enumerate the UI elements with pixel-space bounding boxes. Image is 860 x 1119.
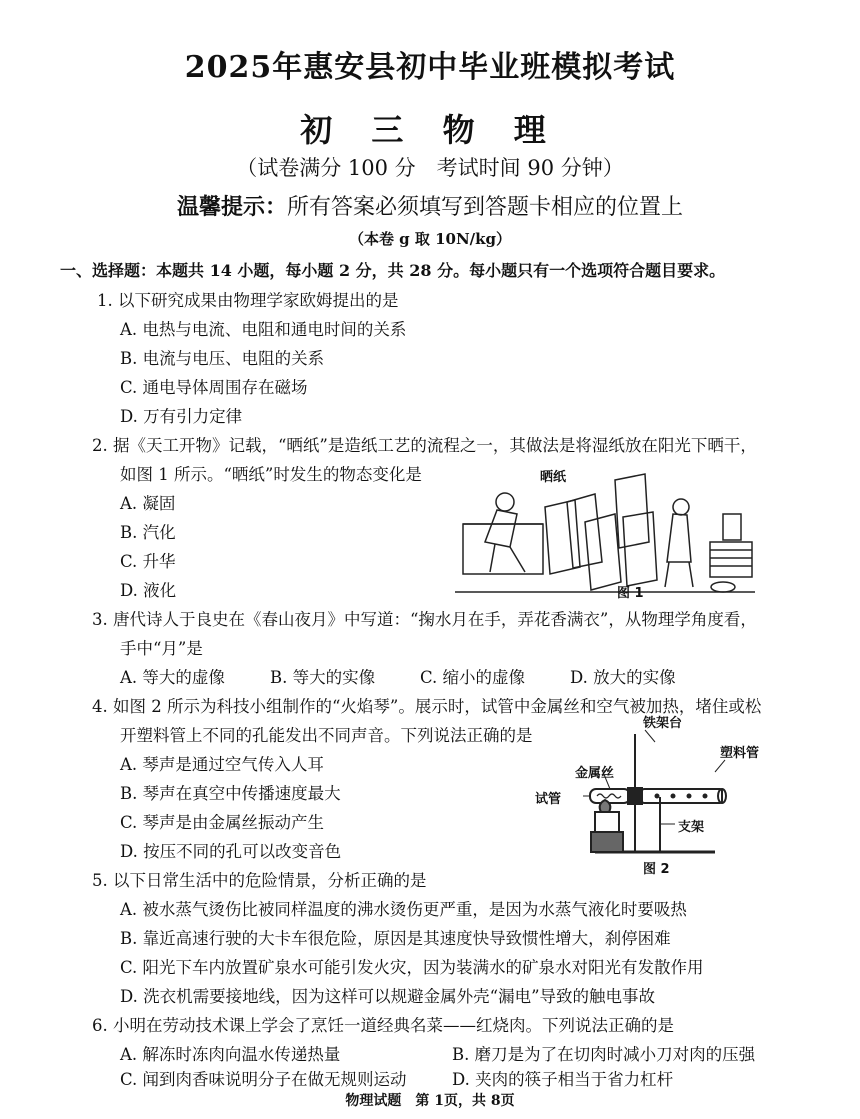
question-1-option-a: A. 电热与电流、电阻和通电时间的关系 (120, 320, 407, 339)
figure-1-paper-drying (455, 462, 765, 602)
flame-shape (600, 800, 611, 812)
label-metal-wire: 金属丝 (575, 766, 615, 781)
paper-sheet-5 (623, 512, 657, 586)
question-5-stem: 5. 以下日常生活中的危险情景，分析正确的是 (92, 871, 427, 890)
figure-2-flame-harp (535, 712, 780, 877)
question-2-option-a: A. 凝固 (120, 494, 176, 513)
figure-1-caption: 图 1 (617, 586, 644, 601)
label-iron-stand: 铁架台 (643, 716, 683, 731)
question-2-option-b: B. 汽化 (120, 523, 176, 542)
exam-info: （试卷满分 100 分 考试时间 90 分钟） (236, 156, 624, 180)
figure-1-illustration (455, 462, 765, 602)
label-support: 支架 (678, 820, 705, 835)
test-tube (590, 789, 630, 803)
question-2-option-c: C. 升华 (120, 552, 176, 571)
label-test-tube: 试管 (535, 792, 562, 807)
tip-label: 温馨提示： (176, 194, 287, 220)
burner-base (591, 832, 623, 852)
warm-tip (0, 190, 860, 221)
plastic-pipe (642, 789, 722, 803)
question-2-stem-line1: 2. 据《天工开物》记载，“晒纸”是造纸工艺的流程之一，其做法是将湿纸放在阳光下晒干， (92, 436, 757, 455)
question-3-stem-line1: 3. 唐代诗人于良史在《春山夜月》中写道：“掬水月在手，弄花香满衣”，从物理学角度看， (92, 610, 757, 629)
question-4-stem-line2: 开塑料管上不同的孔能发出不同声音。下列说法正确的是 (120, 726, 533, 745)
question-1-option-d: D. 万有引力定律 (120, 407, 243, 426)
question-4-stem-line1: 4. 如图 2 所示为科技小组制作的“火焰琴”。展示时，试管中金属丝和空气被加热，堵住或松 (92, 697, 762, 716)
question-6-option-a: A. 解冻时冻肉向温水传递热量 (120, 1045, 341, 1064)
question-5-option-a: A. 被水蒸气烫伤比被同样温度的沸水烫伤更严重，是因为水蒸气液化时要吸热 (120, 900, 687, 919)
question-4-option-c: C. 琴声是由金属丝振动产生 (120, 813, 325, 832)
question-5-option-c: C. 阳光下车内放置矿泉水可能引发火灾，因为装满水的矿泉水对阳光有发散作用 (120, 958, 704, 977)
question-6-stem: 6. 小明在劳动技术课上学会了烹饪一道经典名菜——红烧肉。下列说法正确的是 (92, 1016, 674, 1035)
g-value-note: （本卷 g 取 10N/kg） (348, 230, 512, 248)
question-3-option-b: B. 等大的实像 (270, 668, 376, 687)
subject-title: 初 三 物 理 (300, 111, 560, 149)
question-4-option-d: D. 按压不同的孔可以改变音色 (120, 842, 342, 861)
question-6-option-c: C. 闻到肉香味说明分子在做无规则运动 (120, 1070, 407, 1089)
paper-sheet-3 (585, 514, 621, 590)
question-3-stem-line2: 手中“月”是 (120, 639, 203, 658)
label-plastic-pipe: 塑料管 (720, 746, 760, 761)
question-6-option-d: D. 夹肉的筷子相当于省力杠杆 (452, 1070, 674, 1089)
paper-sheet-4 (615, 474, 649, 548)
question-6-option-b: B. 磨刀是为了在切肉时减小刀对肉的压强 (452, 1045, 756, 1064)
exam-title: 2025年惠安县初中毕业班模拟考试 (184, 50, 676, 85)
paper-sheet-1 (545, 500, 580, 574)
burner (595, 812, 619, 832)
question-2-option-d: D. 液化 (120, 581, 177, 600)
clamp (628, 788, 642, 804)
question-4-option-a: A. 琴声是通过空气传入人耳 (120, 755, 324, 774)
worker-head-left (496, 493, 514, 511)
figure-2-illustration (535, 712, 780, 877)
figure-2-caption: 图 2 (643, 862, 670, 877)
question-4-option-b: B. 琴声在真空中传播速度最大 (120, 784, 341, 803)
question-1-stem: 1. 以下研究成果由物理学家欧姆提出的是 (97, 291, 399, 310)
question-3-option-c: C. 缩小的虚像 (420, 668, 526, 687)
figure-1-label: 晒纸 (540, 470, 567, 485)
question-1-option-c: C. 通电导体周围存在磁场 (120, 378, 308, 397)
question-5-option-d: D. 洗衣机需要接地线，因为这样可以规避金属外壳“漏电”导致的触电事故 (120, 987, 656, 1006)
tip-text: 所有答案必须填写到答题卡相应的位置上 (287, 195, 684, 220)
paper-stack (710, 542, 752, 577)
question-3-option-d: D. 放大的实像 (570, 668, 676, 687)
section-heading: 一、选择题：本题共 14 小题，每小题 2 分，共 28 分。每小题只有一个选项符合题目要求。 (60, 261, 726, 280)
worker-head-right (673, 499, 689, 515)
page-footer: 物理试题 第 1页，共 8页 (345, 1093, 515, 1109)
vat-shape (463, 524, 543, 574)
question-3-option-a: A. 等大的虚像 (120, 668, 225, 687)
question-1-option-b: B. 电流与电压、电阻的关系 (120, 349, 325, 368)
paper-sheet-2 (567, 494, 602, 568)
question-5-option-b: B. 靠近高速行驶的大卡车很危险，原因是其速度快导致惯性增大，刹停困难 (120, 929, 671, 948)
question-2-stem-line2: 如图 1 所示。“晒纸”时发生的物态变化是 (120, 465, 422, 484)
